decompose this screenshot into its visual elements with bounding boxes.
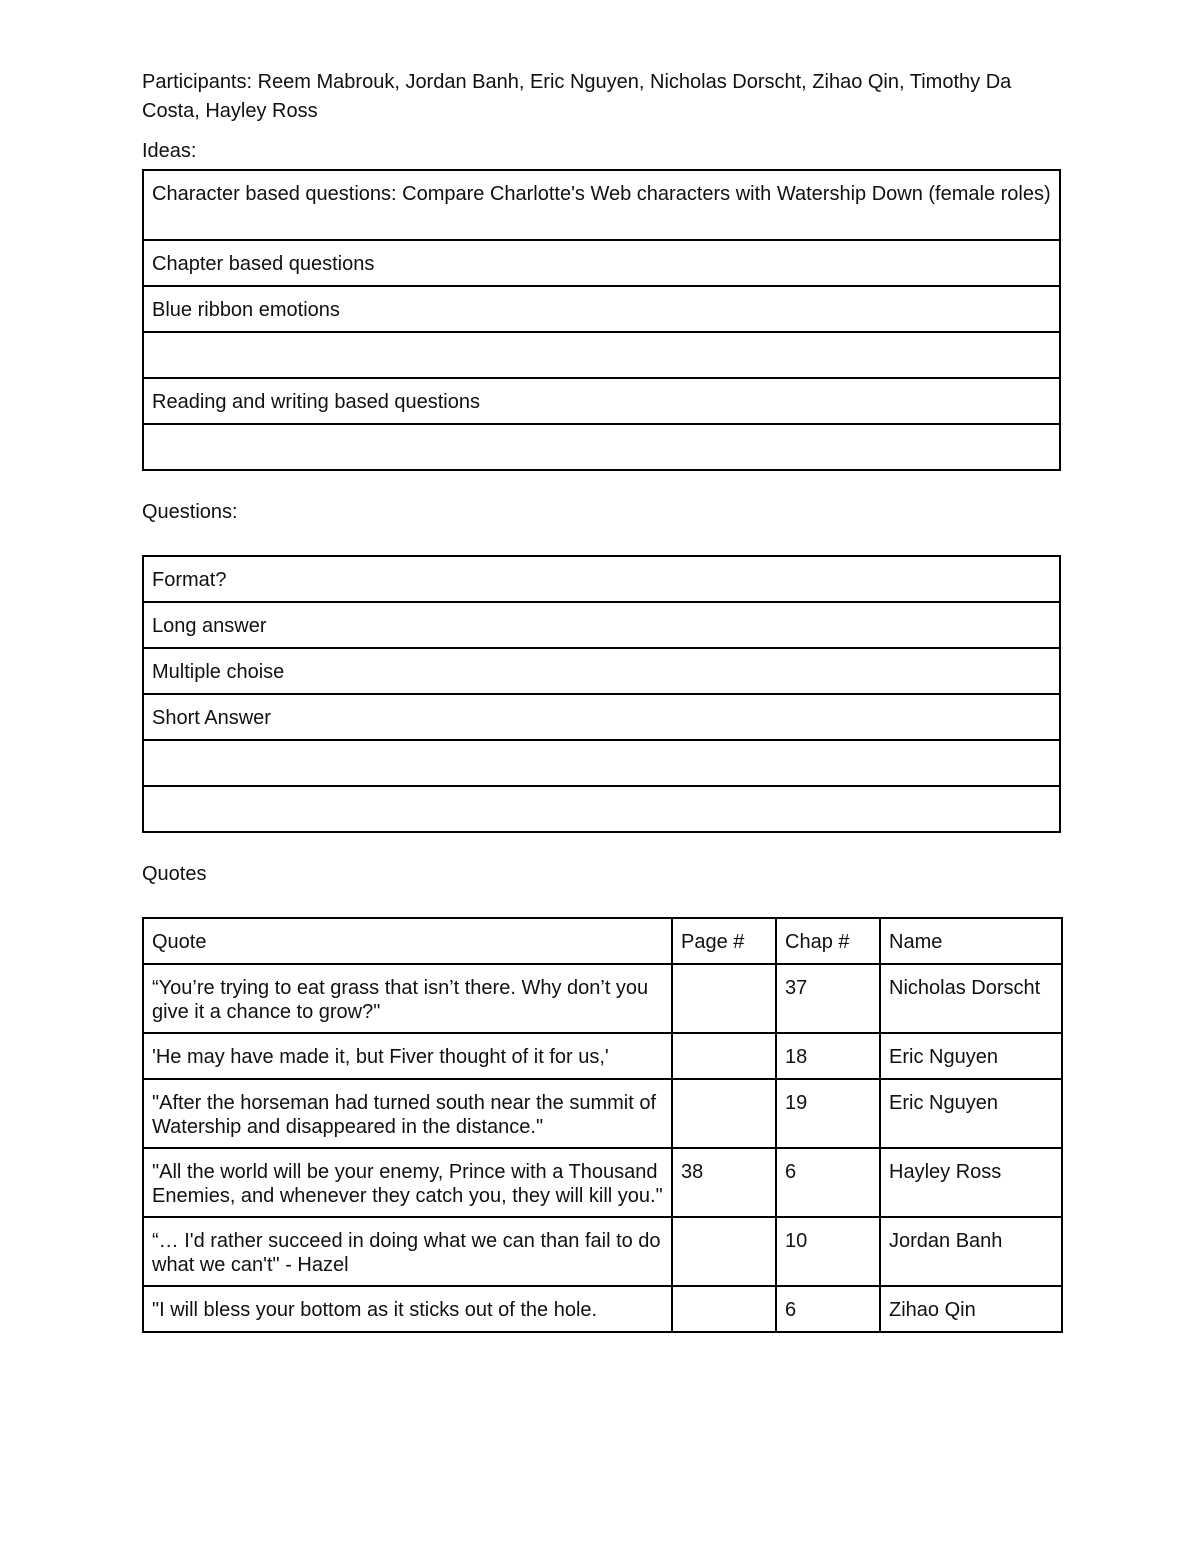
table-row (143, 694, 1060, 740)
chap-cell: 10 (776, 1217, 880, 1286)
table-row (143, 1217, 1062, 1286)
name-cell: Zihao Qin (880, 1286, 1062, 1332)
name-cell: Jordan Banh (880, 1217, 1062, 1286)
questions-cell: Format? (143, 556, 1060, 602)
table-row (143, 1033, 1062, 1079)
ideas-table (142, 169, 1061, 471)
ideas-label: Ideas: (142, 140, 197, 162)
table-row (143, 378, 1060, 424)
table-row (143, 1079, 1062, 1148)
chap-cell: 19 (776, 1079, 880, 1148)
ideas-cell: Chapter based questions (143, 240, 1060, 286)
chap-cell: 6 (776, 1286, 880, 1332)
table-row (143, 556, 1060, 602)
questions-cell: Multiple choise (143, 648, 1060, 694)
questions-cell: Long answer (143, 602, 1060, 648)
quote-cell: “You’re trying to eat grass that isn’t there. Why don’t you give it a chance to grow?" (143, 964, 672, 1033)
participants-line: Participants: Reem Mabrouk, Jordan Banh, Eric Nguyen, Nicholas Dorscht, Zihao Qin, Timothy Da Costa, Hayley Ross (142, 71, 1012, 122)
table-row (143, 286, 1060, 332)
chap-cell: 6 (776, 1148, 880, 1217)
table-row (143, 240, 1060, 286)
page-cell (672, 1079, 776, 1148)
name-cell: Eric Nguyen (880, 1033, 1062, 1079)
questions-table (142, 555, 1061, 833)
page-cell (672, 1286, 776, 1332)
page-cell (672, 1217, 776, 1286)
questions-cell: Short Answer (143, 694, 1060, 740)
table-row (143, 648, 1060, 694)
ideas-cell (143, 332, 1060, 378)
page-cell: 38 (672, 1148, 776, 1217)
table-row (143, 1286, 1062, 1332)
quote-cell: "I will bless your bottom as it sticks out of the hole. (143, 1286, 672, 1332)
ideas-cell: Character based questions: Compare Charlotte's Web characters with Watership Down (female roles) (143, 170, 1060, 240)
name-cell: Hayley Ross (880, 1148, 1062, 1217)
page-cell (672, 964, 776, 1033)
ideas-cell (143, 424, 1060, 470)
page-cell (672, 1033, 776, 1079)
quote-cell: 'He may have made it, but Fiver thought of it for us,' (143, 1033, 672, 1079)
questions-cell (143, 740, 1060, 786)
chap-cell: 18 (776, 1033, 880, 1079)
quotes-label: Quotes (142, 863, 207, 885)
table-row (143, 170, 1060, 240)
quote-cell: “… I'd rather succeed in doing what we can than fail to do what we can't" - Hazel (143, 1217, 672, 1286)
chap-cell: 37 (776, 964, 880, 1033)
document-page (142, 68, 1061, 1333)
table-row (143, 786, 1060, 832)
table-row (143, 424, 1060, 470)
table-header-row (143, 918, 1062, 964)
name-cell: Nicholas Dorscht (880, 964, 1062, 1033)
quote-cell: "After the horseman had turned south near the summit of Watership and disappeared in the distance." (143, 1079, 672, 1148)
header-chap: Chap # (776, 918, 880, 964)
header-name: Name (880, 918, 1062, 964)
table-row (143, 964, 1062, 1033)
questions-label: Questions: (142, 501, 238, 523)
header-quote: Quote (143, 918, 672, 964)
ideas-cell: Blue ribbon emotions (143, 286, 1060, 332)
quotes-table (142, 917, 1063, 1333)
table-row (143, 332, 1060, 378)
quote-cell: "All the world will be your enemy, Prince with a Thousand Enemies, and whenever they catch you, they will kill you." (143, 1148, 672, 1217)
header-page: Page # (672, 918, 776, 964)
questions-cell (143, 786, 1060, 832)
table-row (143, 1148, 1062, 1217)
table-row (143, 602, 1060, 648)
table-row (143, 740, 1060, 786)
ideas-cell: Reading and writing based questions (143, 378, 1060, 424)
name-cell: Eric Nguyen (880, 1079, 1062, 1148)
